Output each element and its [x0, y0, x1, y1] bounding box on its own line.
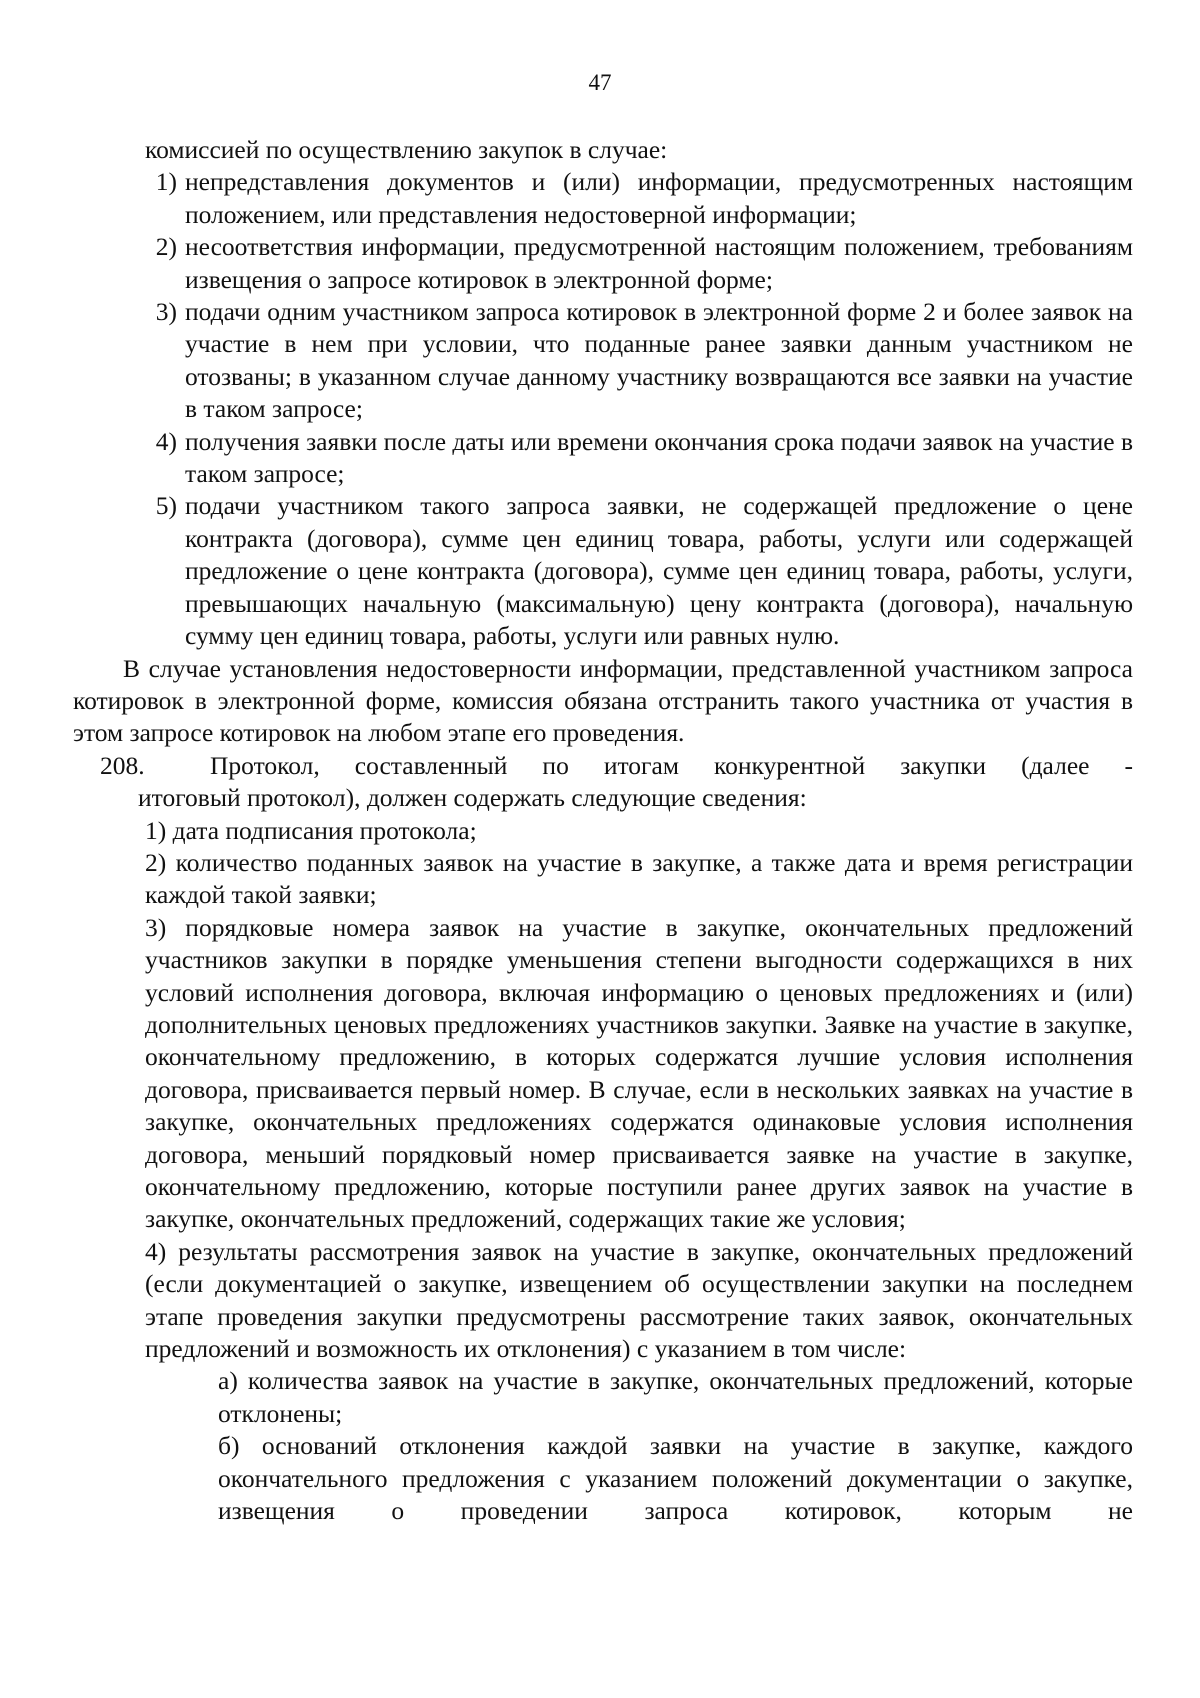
list-item-text: получения заявки после даты или времени окончания срока подачи заявок на участие в таком запросе;: [185, 426, 1133, 489]
protocol-contents-list: [73, 815, 1133, 1366]
clause-208-heading: [73, 750, 1133, 782]
sub-list-item: б) оснований отклонения каждой заявки на участие в закупке, каждого окончательного предложения с указанием положений документации о закупке, извещения о проведении запроса котировок, которым не: [218, 1431, 1133, 1526]
list-item-number: 2): [155, 232, 177, 262]
list-item: [73, 296, 1133, 426]
list-item-text: непредставления документов и (или) информации, предусмотренных настоящим положением, или представления недостоверной информации;: [185, 167, 1133, 229]
list-item-number: 4): [155, 426, 177, 456]
list-item: [73, 426, 1133, 491]
list-item: [73, 490, 1133, 652]
list-item-number: 5): [155, 491, 177, 521]
list-item-number: 3): [155, 297, 177, 327]
list-item: 2) количество поданных заявок на участие в закупке, а также дата и время регистрации каждой такой заявки;: [145, 847, 1133, 910]
page-number: 47: [588, 70, 612, 95]
list-item: [73, 166, 1133, 231]
rejection-details-list: [73, 1365, 1133, 1527]
clause-continuation: итоговый протокол), должен содержать следующие сведения:: [138, 783, 807, 813]
intro-text: комиссией по осуществлению закупок в случае:: [145, 135, 668, 164]
list-item: 4) результаты рассмотрения заявок на участие в закупке, окончательных предложений (если документацией о закупке, извещением об осуществлении закупки на последнем этапе проведения закупки предусмотрены рассмотрение таких заявок, окончательных предложений и возможность их отклонения) с указанием в том числе:: [145, 1236, 1133, 1364]
list-item-text: подачи одним участником запроса котировок в электронной форме 2 и более заявок на участие в нем при условии, что поданные ранее заявки данным участником не отозваны; в указанном случае данному участнику возвращаются все заявки на участие в таком запросе;: [185, 297, 1133, 424]
list-item: 3) порядковые номера заявок на участие в закупке, окончательных предложений участников закупки в порядке уменьшения степени выгодности содержащихся в них условий исполнения договора, включая информацию о ценовых предложениях и (или) дополнительных ценовых предложениях участников закупки. Заявке на участие в закупке, окончательному предложению, в которых содержатся лучшие условия исполнения договора, присваивается первый номер. В случае, если в нескольких заявках на участие в закупке, окончательных предложениях содержатся одинаковые условия исполнения договора, меньший порядковый номер присваивается заявке на участие в закупке, окончательному предложению, которые поступили ранее других заявок на участие в закупке, окончательных предложений, содержащих такие же условия;: [145, 912, 1133, 1234]
clause-first-line: Протокол, составленный по итогам конкурентной закупки (далее -: [210, 750, 1133, 780]
list-item-text: несоответствия информации, предусмотренной настоящим положением, требованиям извещения о запросе котировок в электронной форме;: [185, 232, 1133, 294]
clause-number: 208.: [100, 750, 145, 780]
list-item: 1) дата подписания протокола;: [145, 815, 477, 845]
sub-list-item: а) количества заявок на участие в закупке, окончательных предложений, которые отклонены;: [218, 1366, 1133, 1428]
grounds-list: [73, 166, 1133, 652]
exclusion-paragraph: В случае установления недостоверности информации, представленной участником запроса котировок в электронной форме, комиссия обязана отстранить такого участника от участия в этом запросе котировок на любом этапе его проведения.: [73, 653, 1133, 748]
list-item-number: 1): [155, 167, 177, 197]
list-item-text: подачи участником такого запроса заявки, не содержащей предложение о цене контракта (договора), сумме цен единиц товара, работы, услуги или содержащей предложение о цене контракта (договора), сумме цен единиц товара, работы, услуги, превышающих начальную (максимальную) цену контракта (договора), начальную сумму цен единиц товара, работы, услуги или равных нулю.: [185, 491, 1133, 651]
list-item: [73, 231, 1133, 296]
document-body: [73, 134, 1133, 1527]
